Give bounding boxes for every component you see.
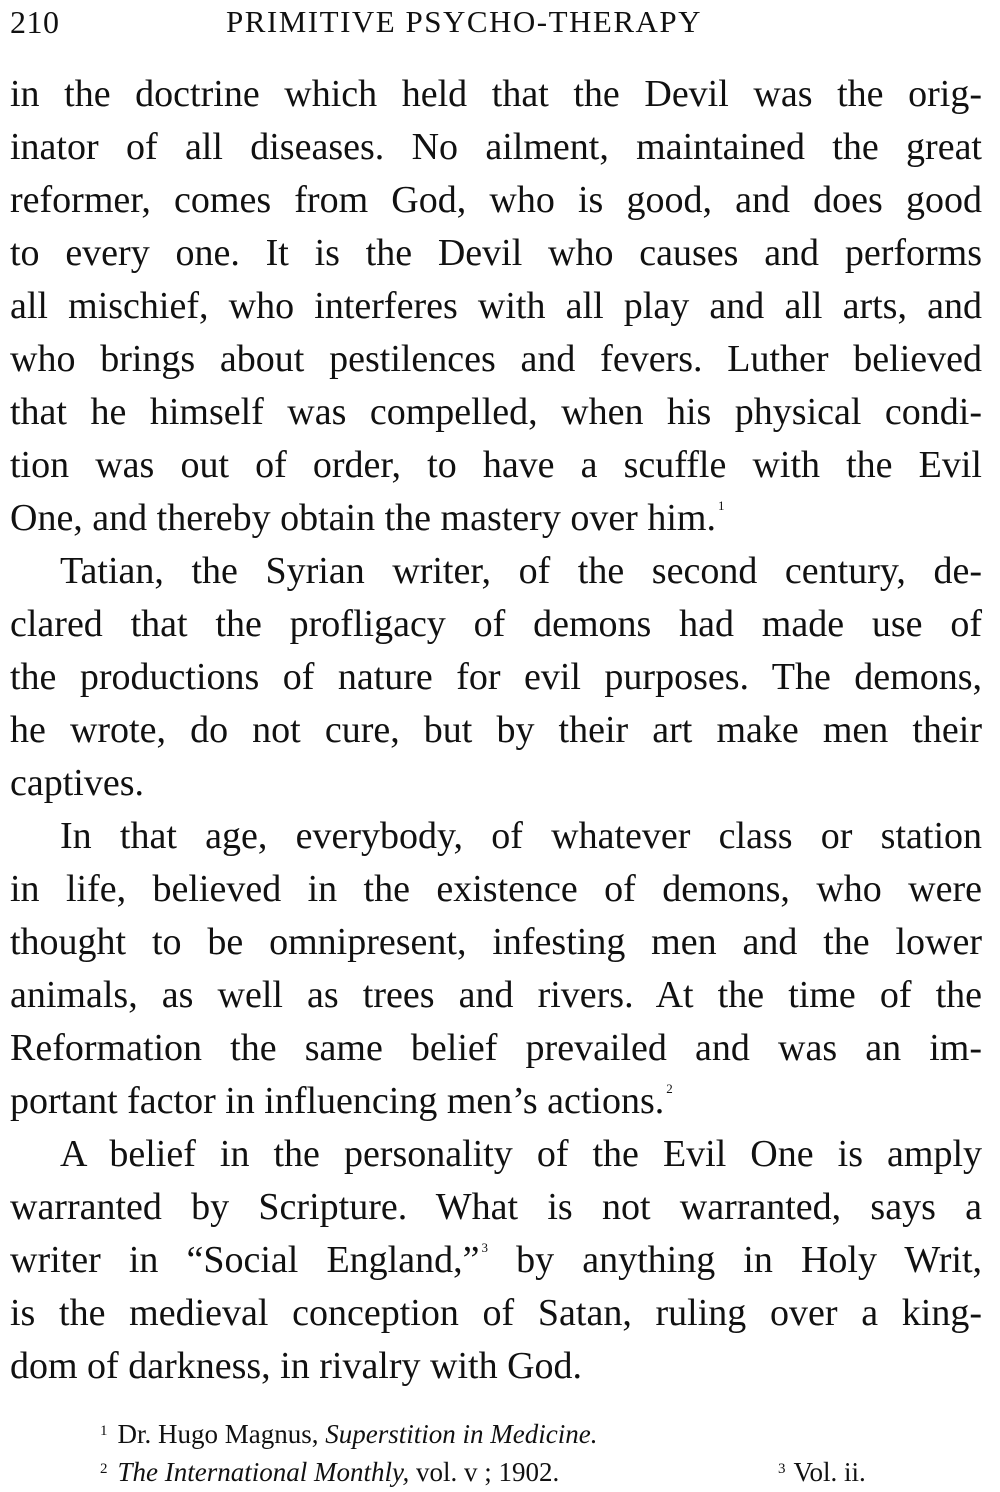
- footnote-text: Vol. ii.: [793, 1457, 866, 1487]
- text-line: [10, 492, 982, 545]
- footnote-1: [100, 1412, 920, 1450]
- footnote-2: [100, 1450, 920, 1488]
- text-line: A belief in the personality of the Evil One is amply: [60, 1133, 982, 1175]
- text-line: that he himself was compelled, when his physical condi-: [10, 391, 982, 433]
- text-line: [10, 1234, 982, 1287]
- page-number: 210: [10, 4, 60, 40]
- text-line: to every one. It is the Devil who causes and performs: [10, 232, 982, 274]
- footnote-title: Superstition in Medicine.: [325, 1419, 598, 1449]
- body-text: [10, 68, 982, 1393]
- footnote-3: [778, 1450, 866, 1491]
- text-line: [10, 1075, 982, 1128]
- text-line: dom of darkness, in rivalry with God.: [10, 1345, 583, 1387]
- text-line: in life, believed in the existence of demons, who were: [10, 868, 982, 910]
- text-line: is the medieval conception of Satan, ruling over a king-: [10, 1292, 982, 1334]
- text-segment: One, and thereby obtain the mastery over him.: [10, 497, 716, 539]
- text-line: Tatian, the Syrian writer, of the second century, de-: [60, 550, 982, 592]
- text-line: in the doctrine which held that the Devil was the orig-: [10, 73, 982, 115]
- footnote-number: 1: [100, 1423, 108, 1439]
- footnote-ref-2: 2: [666, 1081, 673, 1096]
- text-line: animals, as well as trees and rivers. At the time of the: [10, 974, 982, 1016]
- text-line: captives.: [10, 762, 145, 804]
- text-line: warranted by Scripture. What is not warranted, says a: [10, 1186, 982, 1228]
- text-segment: portant factor in influencing men’s actions.: [10, 1080, 665, 1122]
- text-line: reformer, comes from God, who is good, and does good: [10, 179, 982, 221]
- text-line: he wrote, do not cure, but by their art make men their: [10, 709, 982, 751]
- footnote-ref-3: 3: [481, 1240, 488, 1255]
- footnotes: [100, 1412, 920, 1488]
- text-line: tion was out of order, to have a scuffle with the Evil: [10, 444, 982, 486]
- text-line: inator of all diseases. No ailment, maintained the great: [10, 126, 982, 168]
- running-title: PRIMITIVE PSYCHO-THERAPY: [226, 4, 703, 39]
- text-line: clared that the profligacy of demons had made use of: [10, 603, 982, 645]
- text-line: the productions of nature for evil purposes. The demons,: [10, 656, 982, 698]
- text-line: all mischief, who interferes with all play and all arts, and: [10, 285, 982, 327]
- text-line: who brings about pestilences and fevers. Luther believed: [10, 338, 982, 380]
- footnote-text: vol. v ; 1902.: [409, 1457, 560, 1487]
- footnote-number: 3: [778, 1461, 786, 1477]
- footnote-title: The International Monthly,: [117, 1457, 410, 1487]
- text-line: thought to be omnipresent, infesting men and the lower: [10, 921, 982, 963]
- footnote-ref-1: 1: [717, 498, 725, 513]
- footnote-author: Dr. Hugo Magnus,: [117, 1419, 326, 1449]
- text-line: In that age, everybody, of whatever class or station: [60, 815, 982, 857]
- footnote-number: 2: [100, 1461, 108, 1477]
- text-segment: writer in “Social England,”: [10, 1239, 480, 1281]
- text-segment: by anything in Holy Writ,: [487, 1239, 983, 1281]
- text-line: Reformation the same belief prevailed and was an im-: [10, 1027, 982, 1069]
- running-head: [10, 4, 982, 48]
